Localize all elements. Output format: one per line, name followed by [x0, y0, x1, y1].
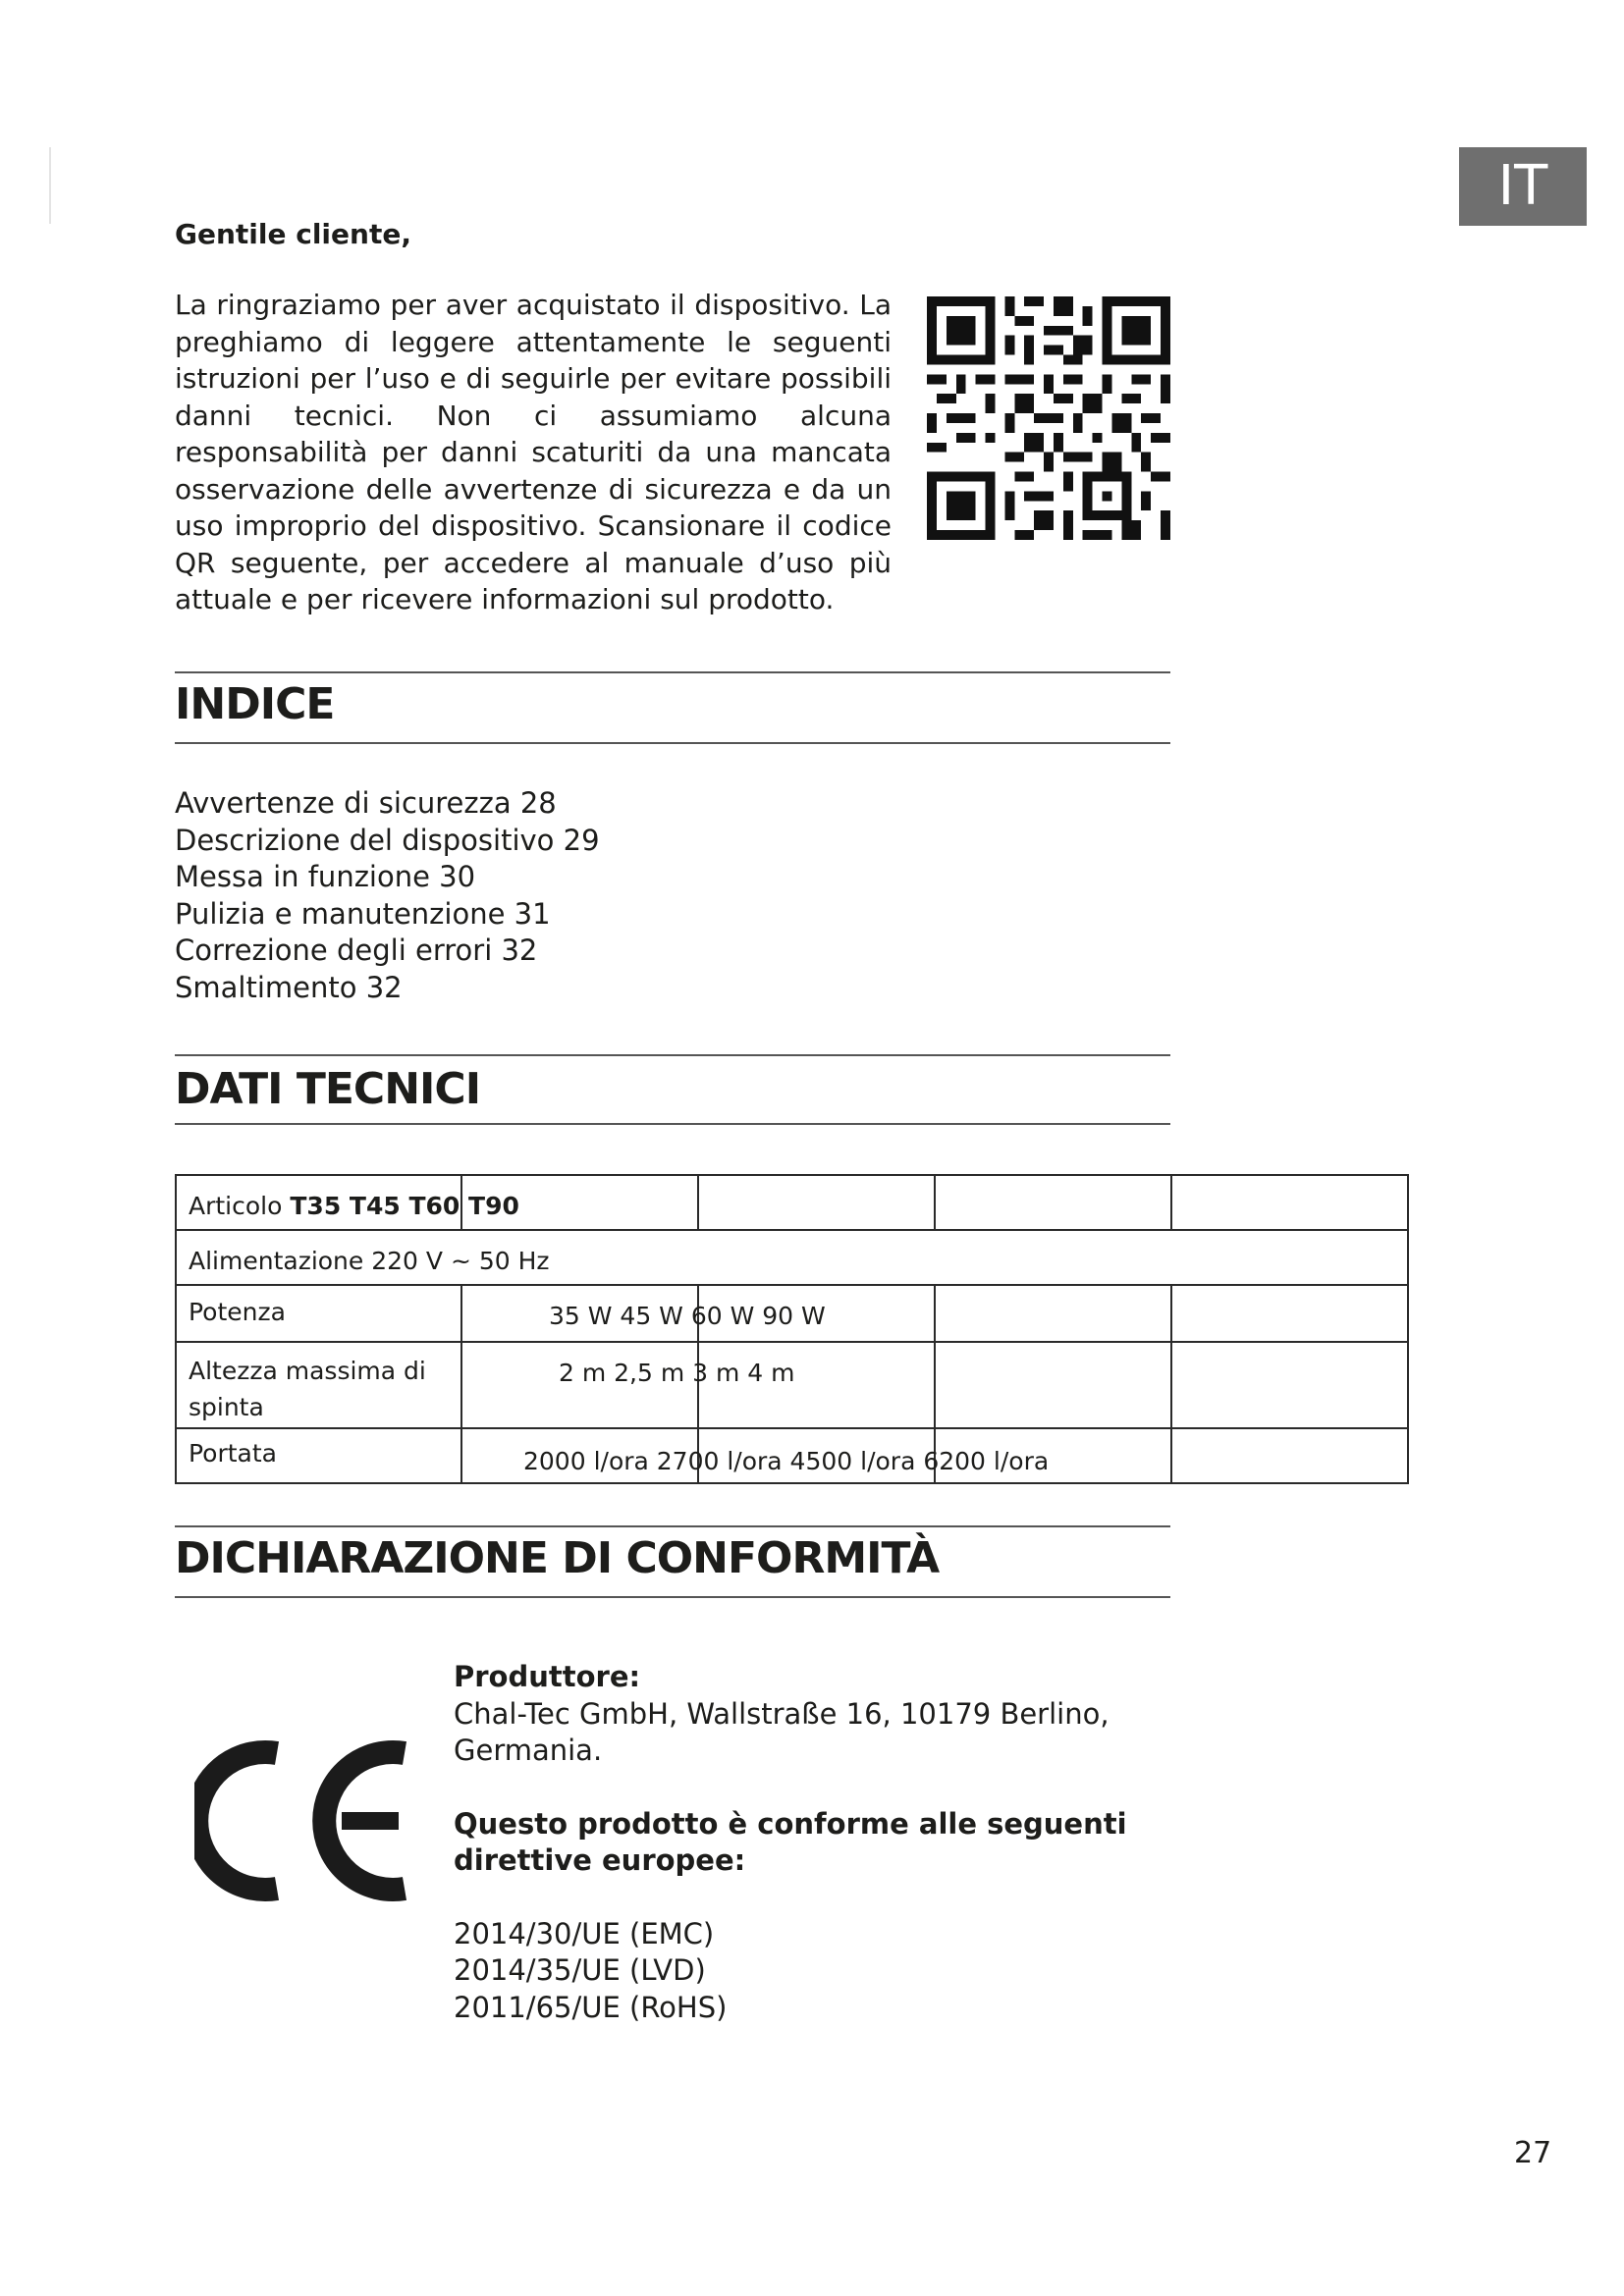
section-rule: [175, 1525, 1170, 1527]
row-value: 2 m 2,5 m 3 m 4 m: [559, 1359, 795, 1387]
directive-item: 2014/30/UE (EMC): [454, 1916, 715, 1950]
directive-item: 2014/35/UE (LVD): [454, 1953, 706, 1987]
section-rule: [175, 1054, 1170, 1056]
table-row: [176, 1230, 1408, 1285]
table-row: [176, 1342, 1408, 1428]
article-label: Articolo: [189, 1192, 283, 1220]
row-label: Altezza massima di spinta: [189, 1357, 426, 1421]
directives-intro: Questo prodotto è conforme alle seguenti direttive europee:: [454, 1806, 1127, 1877]
article-models: T35 T45 T60 T90: [290, 1192, 519, 1220]
toc-item: Correzione degli errori 32: [175, 934, 538, 967]
toc-item: Avvertenze di sicurezza 28: [175, 786, 557, 820]
section-rule: [175, 1596, 1170, 1598]
table-of-contents: [175, 785, 600, 1006]
row-label: Portata: [189, 1439, 278, 1468]
toc-item: Descrizione del dispositivo 29: [175, 823, 600, 857]
language-badge: IT: [1459, 147, 1587, 226]
manufacturer-label: Produttore:: [454, 1660, 641, 1693]
conformity-heading: DICHIARAZIONE DI CONFORMITÀ: [175, 1533, 940, 1583]
row-value: 2000 l/ora 2700 l/ora 4500 l/ora 6200 l/ora: [523, 1447, 1050, 1475]
power-supply-cell: [176, 1230, 1408, 1285]
tech-heading: DATI TECNICI: [175, 1064, 481, 1114]
section-rule: [175, 1123, 1170, 1125]
row-label: Potenza: [189, 1298, 286, 1326]
toc-item: Pulizia e manutenzione 31: [175, 896, 551, 931]
section-rule: [175, 671, 1170, 673]
section-rule: [175, 742, 1170, 744]
table-row: [176, 1285, 1408, 1342]
toc-item: Messa in funzione 30: [175, 860, 476, 893]
directive-item: 2011/65/UE (RoHS): [454, 1990, 728, 2024]
intro-paragraph: La ringraziamo per aver acquistato il dispositivo. La preghiamo di leggere attentamente le seguenti istruzioni per l’uso e di seguirle per evitare possibili danni tecnici. Non ci assumiamo alcuna responsabilità per danni scaturiti da una mancata osservazione delle avvertenze di sicurezza e da un uso improprio del dispositivo. Scansionare il codice QR seguente, per accedere al manuale d’uso più attuale e per ricevere informazioni sul prodotto.: [175, 289, 892, 615]
article-cell: [176, 1175, 519, 1230]
ce-mark-icon: [194, 1739, 416, 1902]
page-number: 27: [1514, 2136, 1552, 2170]
toc-item: Smaltimento 32: [175, 970, 403, 1004]
table-row: [176, 1428, 1408, 1483]
power-supply: Alimentazione 220 V ~ 50 Hz: [189, 1247, 550, 1275]
qr-code-icon[interactable]: [927, 294, 1170, 542]
tech-specs-table: [175, 1174, 1409, 1484]
margin-line: [49, 147, 51, 224]
conformity-block: [454, 1659, 1170, 2026]
greeting: Gentile cliente,: [175, 218, 411, 250]
row-value: 35 W 45 W 60 W 90 W: [549, 1302, 826, 1330]
index-heading: INDICE: [175, 679, 335, 729]
table-row: [176, 1175, 1408, 1230]
manufacturer-address: Chal-Tec GmbH, Wallstraße 16, 10179 Berlino, Germania.: [454, 1696, 1110, 1767]
